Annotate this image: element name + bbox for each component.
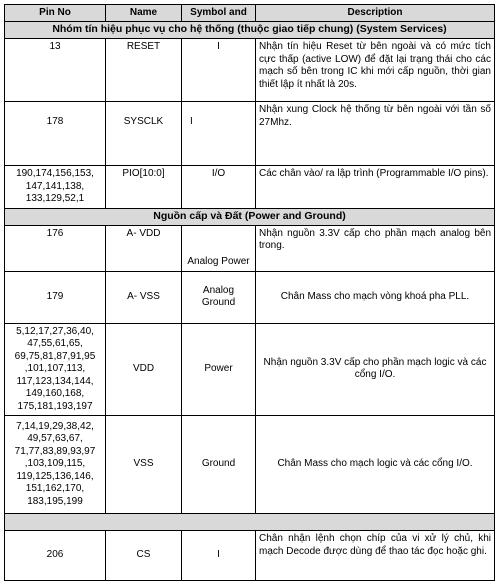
table-row — [5, 531, 495, 581]
pin-name: RESET — [106, 39, 182, 102]
pin-name: A- VDD — [106, 225, 182, 271]
pin-symbol: Analog Power — [182, 225, 256, 271]
pin-description: Chân Mass cho mạch logic và các cổng I/O. — [256, 416, 495, 514]
table-row — [5, 271, 495, 323]
table-row — [5, 225, 495, 271]
pin-name: SYSCLK — [106, 102, 182, 166]
pin-number: 206 — [5, 531, 106, 581]
pin-number: 190,174,156,153, 147,141,138, 133,129,52,1 — [5, 166, 106, 209]
table-row — [5, 102, 495, 166]
pin-description: Nhận xung Clock hệ thống từ bên ngoài với tần số 27Mhz. — [256, 102, 495, 166]
pin-name: CS — [106, 531, 182, 581]
pin-symbol: I — [182, 102, 256, 166]
pin-symbol: I — [182, 531, 256, 581]
section-row-system — [5, 22, 495, 39]
header-symbol: Symbol and — [182, 5, 256, 22]
pin-number: 7,14,19,29,38,42, 49,57,63,67, 71,77,83,89,93,97 ,103,109,115, 119,125,136,146, 151,162,170, 183,195,199 — [5, 416, 106, 514]
section-system-label: Nhóm tín hiệu phục vụ cho hệ thống (thuộc giao tiếp chung) (System Services) — [5, 22, 495, 39]
pin-description: Chân Mass cho mạch vòng khoá pha PLL. — [256, 271, 495, 323]
pin-name: PIO[10:0] — [106, 166, 182, 209]
pin-name: VSS — [106, 416, 182, 514]
pin-symbol: Power — [182, 323, 256, 416]
pin-description: Chân nhận lệnh chọn chíp của vi xử lý chủ, khi mạch Decode được dùng để thao tác đọc hoặc ghi. — [256, 531, 495, 581]
pin-description: Nhận nguồn 3.3V cấp cho phần mạch analog bên trong. — [256, 225, 495, 271]
table-row — [5, 323, 495, 416]
pin-symbol: I/O — [182, 166, 256, 209]
pin-number: 5,12,17,27,36,40, 47,55,61,65, 69,75,81,87,91,95 ,101,107,113, 117,123,134,144, 149,160,168, 175,181,193,197 — [5, 323, 106, 416]
pin-symbol: Ground — [182, 416, 256, 514]
table-row — [5, 416, 495, 514]
header-name: Name — [106, 5, 182, 22]
pin-description: Nhận tín hiệu Reset từ bên ngoài và có mức tích cực thấp (active LOW) để đặt lại trạng thái cho các mạch số bên trong IC khi mới cấp nguồn, thời gian thiết lập ít nhất là 20s. — [256, 39, 495, 102]
pin-number: 179 — [5, 271, 106, 323]
pin-number: 13 — [5, 39, 106, 102]
table-row — [5, 166, 495, 209]
pin-description: Các chân vào/ ra lập trình (Programmable I/O pins). — [256, 166, 495, 209]
header-pin-no: Pin No — [5, 5, 106, 22]
pin-number: 178 — [5, 102, 106, 166]
pin-name: VDD — [106, 323, 182, 416]
section-row-power — [5, 208, 495, 225]
table-row — [5, 39, 495, 102]
header-row — [5, 5, 495, 22]
pin-description-table — [4, 4, 495, 581]
pin-number: 176 — [5, 225, 106, 271]
pin-description: Nhận nguồn 3.3V cấp cho phần mạch logic và các cổng I/O. — [256, 323, 495, 416]
section-power-label: Nguồn cấp và Đất (Power and Ground) — [5, 208, 495, 225]
header-description: Description — [256, 5, 495, 22]
pin-symbol: I — [182, 39, 256, 102]
section-row-blank — [5, 514, 495, 531]
pin-name: A- VSS — [106, 271, 182, 323]
section-blank-label — [5, 514, 495, 531]
pin-symbol: Analog Ground — [182, 271, 256, 323]
